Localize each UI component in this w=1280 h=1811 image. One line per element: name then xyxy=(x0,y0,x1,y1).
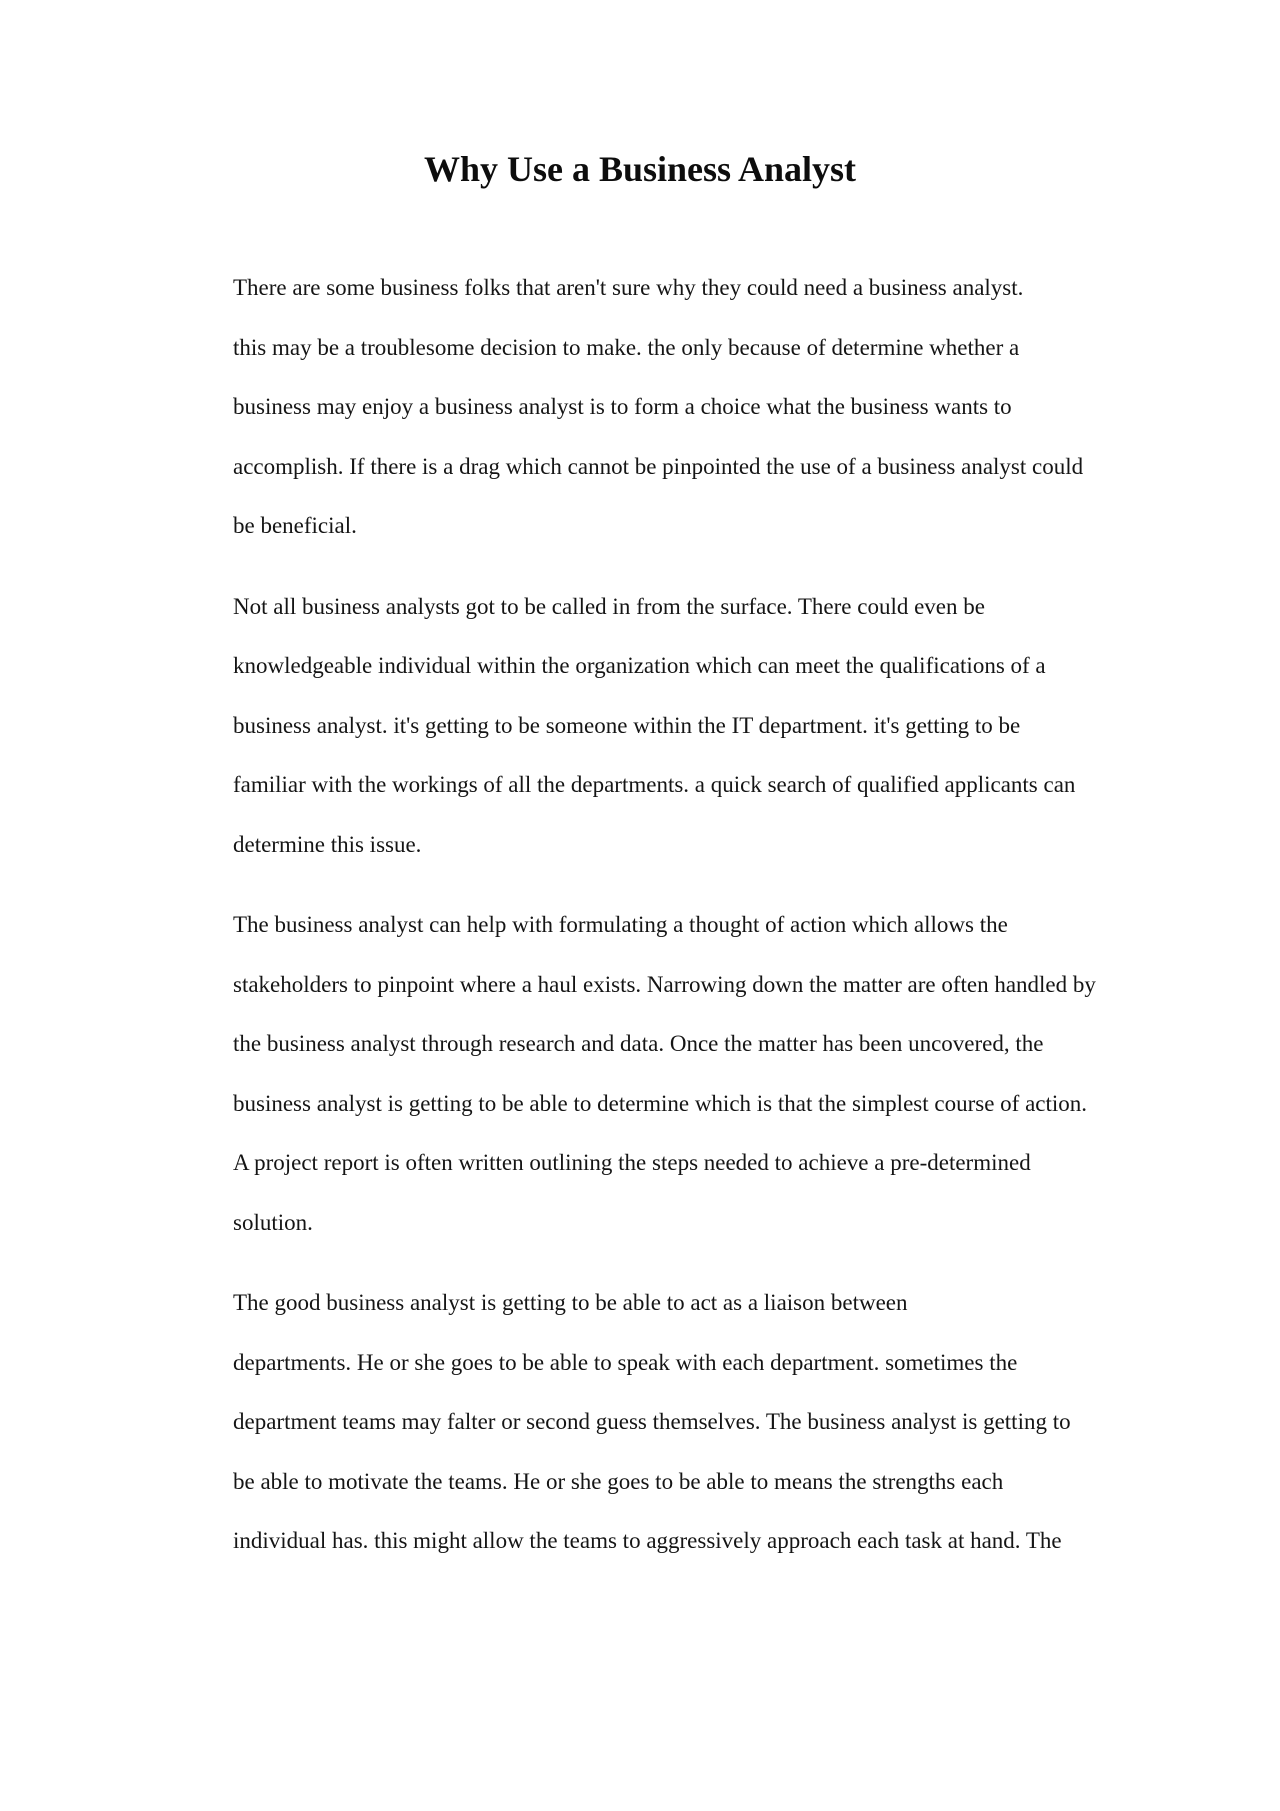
text-line: Not all business analysts got to be called in from the surface. There could even be xyxy=(233,593,985,619)
text-line: knowledgeable individual within the organization which can meet the qualifications of a xyxy=(233,653,1046,678)
text-line: determine this issue. xyxy=(233,831,422,857)
text-line: solution. xyxy=(233,1209,313,1235)
paragraph-4 xyxy=(155,1273,1140,1571)
text-line: individual has. this might allow the teams to aggressively approach each task at hand. The xyxy=(233,1528,1062,1553)
text-line: department teams may falter or second guess themselves. The business analyst is getting to xyxy=(233,1409,1071,1434)
text-line: The good business analyst is getting to be able to act as a liaison between xyxy=(233,1290,908,1315)
text-line: the business analyst through research and data. Once the matter has been uncovered, the xyxy=(233,1031,1044,1056)
text-line: be beneficial. xyxy=(233,513,357,538)
paragraph-1 xyxy=(155,258,1140,556)
text-line: accomplish. If there is a drag which cannot be pinpointed the use of a business analyst could xyxy=(233,453,1084,479)
text-line: The business analyst can help with formulating a thought of action which allows the xyxy=(233,912,1008,937)
document-body xyxy=(155,258,1140,1592)
text-line: business may enjoy a business analyst is to form a choice what the business wants to xyxy=(233,394,1012,419)
text-line: A project report is often written outlining the steps needed to achieve a pre-determined xyxy=(233,1150,1031,1175)
text-line: departments. He or she goes to be able to speak with each department. sometimes the xyxy=(233,1349,1018,1375)
text-line: business analyst is getting to be able to determine which is that the simplest course of action. xyxy=(233,1090,1088,1116)
text-line: There are some business folks that aren't sure why they could need a business analyst. xyxy=(233,275,1024,300)
text-line: be able to motivate the teams. He or she goes to be able to means the strengths each xyxy=(233,1468,1004,1494)
text-line: stakeholders to pinpoint where a haul exists. Narrowing down the matter are often handled by xyxy=(233,971,1096,997)
paragraph-3 xyxy=(155,895,1140,1252)
text-line: familiar with the workings of all the departments. a quick search of qualified applicants can xyxy=(233,772,1076,797)
text-line: this may be a troublesome decision to make. the only because of determine whether a xyxy=(233,334,1020,360)
text-line: business analyst. it's getting to be someone within the IT department. it's getting to be xyxy=(233,712,1021,738)
paragraph-2 xyxy=(155,577,1140,875)
document-title: Why Use a Business Analyst xyxy=(423,149,857,189)
